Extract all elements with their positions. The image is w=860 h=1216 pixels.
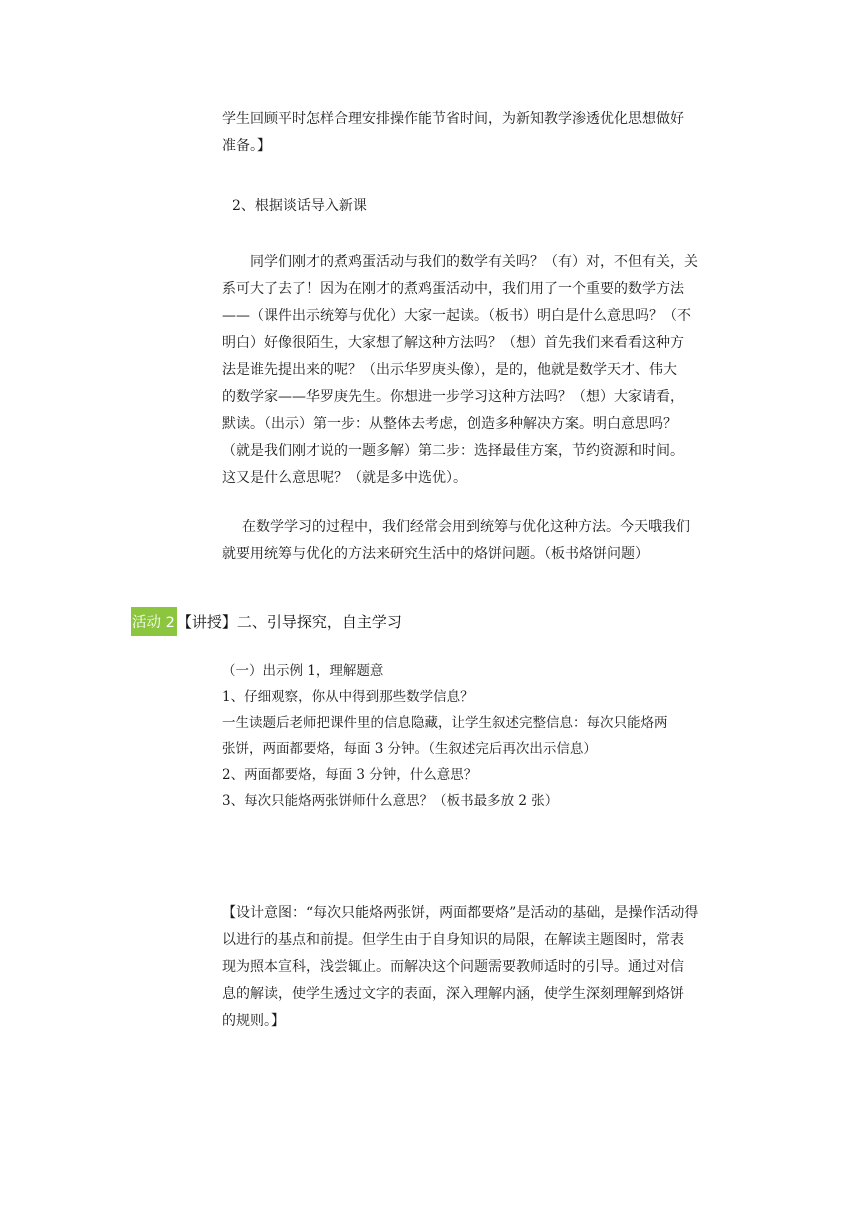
text-line: 2、两面都要烙，每面 3 分钟，什么意思？: [222, 767, 478, 783]
text-line: （就是我们刚才说的一题多解）第二步：选择最佳方案，节约资源和时间。: [222, 443, 684, 459]
design-intent-paragraph: [222, 900, 734, 1035]
text-line: 1、仔细观察，你从中得到那些数学信息？: [222, 689, 474, 705]
text-line: 明白）好像很陌生，大家想了解这种方法吗？（想）首先我们来看看这种方: [222, 335, 684, 351]
text-line: 在数学学习的过程中，我们经常会用到统筹与优化这种方法。今天哦我们: [242, 519, 690, 535]
text-line: 默读。（出示）第一步：从整体去考虑，创造多种解决方案。明白意思吗？: [222, 416, 677, 432]
text-line: 同学们刚才的煮鸡蛋活动与我们的数学有关吗？（有）对，不但有关，关: [250, 254, 698, 270]
text-line: 【设计意图：“每次只能烙两张饼，两面都要烙”是活动的基础，是操作活动得: [222, 905, 699, 921]
activity-heading-text: 【讲授】二、引导探究，自主学习: [176, 612, 402, 631]
activity-heading: [131, 607, 402, 635]
text-line: 以进行的基点和前提。但学生由于自身知识的局限，在解读主题图时，常表: [222, 932, 684, 948]
text-line: 现为照本宣科，浅尝辄止。而解决这个问题需要教师适时的引导。通过对信: [222, 959, 684, 975]
text-line: 的规则。】: [222, 1013, 285, 1029]
text-line: 就要用统筹与优化的方法来研究生活中的烙饼问题。（板书烙饼问题）: [222, 546, 649, 562]
text-line: 系可大了去了！因为在刚才的煮鸡蛋活动中，我们用了一个重要的数学方法: [222, 281, 684, 297]
text-line: 3、每次只能烙两张饼师什么意思？（板书最多放 2 张）: [222, 793, 559, 809]
text-line: ——（课件出示统筹与优化）大家一起读。（板书）明白是什么意思吗？（不: [222, 308, 691, 324]
text-line: 张饼，两面都要烙，每面 3 分钟。（生叙述完后再次出示信息）: [222, 741, 597, 757]
summary-paragraph: [222, 514, 734, 568]
section-title-text: 2、根据谈话导入新课: [232, 198, 367, 214]
section-2-title: [232, 193, 744, 220]
text-line: 的数学家——华罗庚先生。你想进一步学习这种方法吗？（想）大家请看，: [222, 389, 684, 405]
example-block: [222, 658, 734, 814]
text-line: 准备。】: [222, 138, 271, 154]
text-line: （一）出示例 1，理解题意: [222, 663, 384, 679]
text-line: 法是谁先提出来的呢？（出示华罗庚头像），是的，他就是数学天才、伟大: [222, 362, 677, 378]
text-line: 学生回顾平时怎样合理安排操作能节省时间，为新知教学渗透优化思想做好: [222, 111, 684, 127]
text-line: 一生读题后老师把课件里的信息隐藏，让学生叙述完整信息：每次只能烙两: [222, 715, 668, 731]
text-line: 这又是什么意思呢？（就是多中选优）。: [222, 470, 467, 486]
text-line: 息的解读，使学生透过文字的表面，深入理解内涵，使学生深刻理解到烙饼: [222, 986, 684, 1002]
activity-tag: 活动 2: [131, 607, 177, 636]
lecture-paragraph: [222, 249, 734, 492]
intro-tail-paragraph: [222, 106, 734, 160]
